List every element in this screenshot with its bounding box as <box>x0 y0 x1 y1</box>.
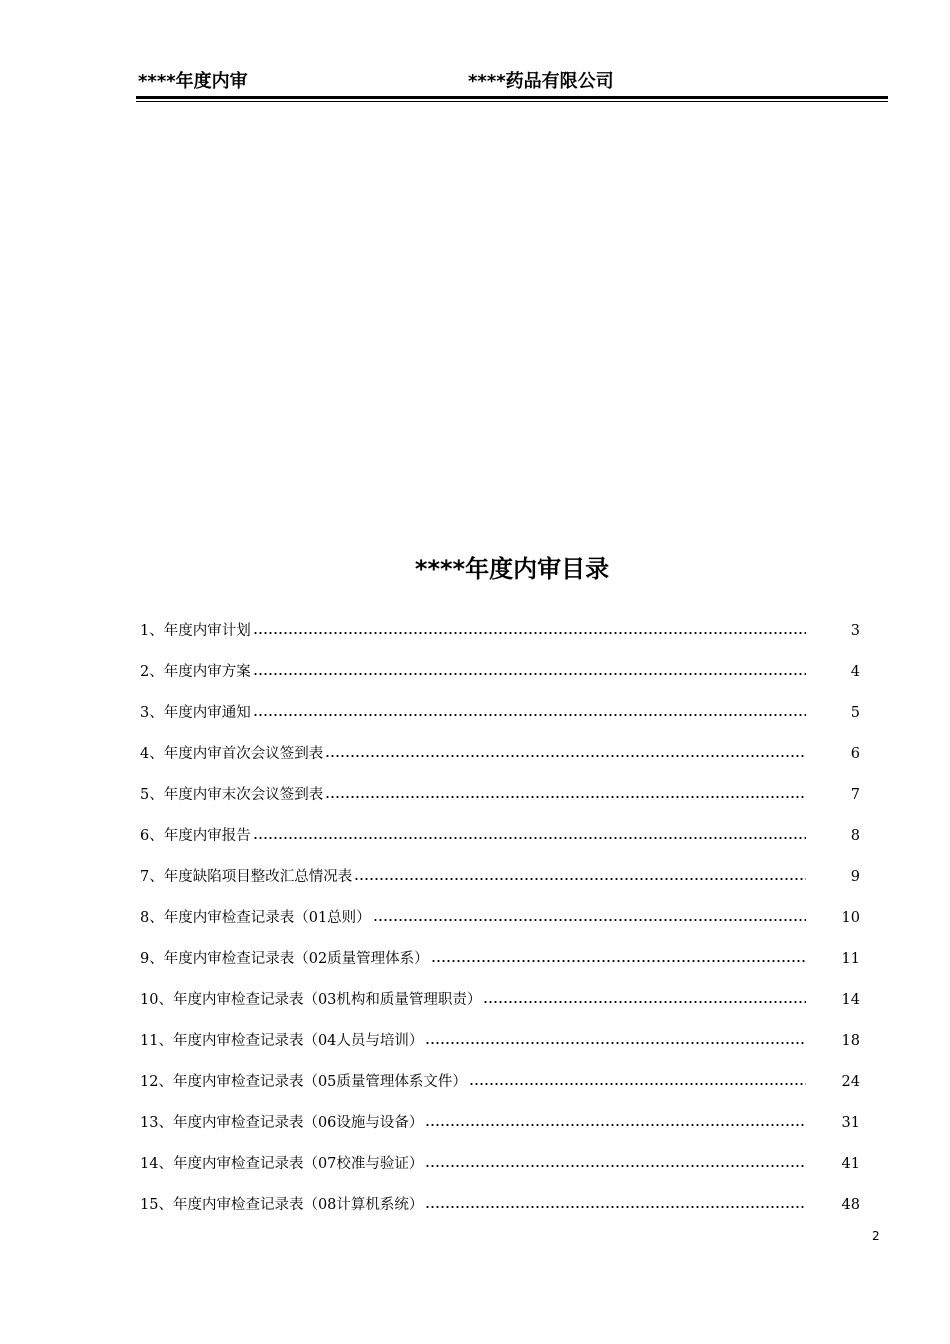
toc-entry[interactable] <box>140 651 860 692</box>
toc-dot-leader <box>354 878 806 880</box>
toc-entry-text: 10、年度内审检查记录表（03机构和质量管理职责） <box>140 991 482 1008</box>
toc-entry-text: 5、年度内审末次会议签到表 <box>140 786 324 803</box>
toc-dot-leader <box>483 1001 806 1003</box>
toc-dot-leader <box>425 1124 806 1126</box>
toc-dot-leader <box>325 796 806 798</box>
header-company-name: ****药品有限公司 <box>468 71 614 92</box>
toc-dot-leader <box>469 1083 806 1085</box>
toc-entry-text: 12、年度内审检查记录表（05质量管理体系文件） <box>140 1073 467 1090</box>
toc-entry[interactable] <box>140 1143 860 1184</box>
toc-entry-page: 31 <box>841 1114 860 1131</box>
toc-entry-page: 10 <box>841 909 860 926</box>
toc-list <box>140 610 860 1225</box>
toc-entry[interactable] <box>140 1020 860 1061</box>
toc-entry[interactable] <box>140 610 860 651</box>
page-header <box>136 70 888 94</box>
toc-entry-text: 15、年度内审检查记录表（08计算机系统） <box>140 1196 424 1213</box>
toc-entry-text: 1、年度内审计划 <box>140 622 251 639</box>
toc-entry[interactable] <box>140 733 860 774</box>
toc-dot-leader <box>325 755 806 757</box>
toc-entry-page: 6 <box>850 745 860 762</box>
toc-dot-leader <box>253 714 806 716</box>
header-rule-thin <box>136 101 888 102</box>
header-left-title: ****年度内审 <box>138 71 248 92</box>
toc-entry[interactable] <box>140 692 860 733</box>
toc-entry-text: 7、年度缺陷项目整改汇总情况表 <box>140 868 353 885</box>
toc-entry-page: 4 <box>850 663 860 680</box>
toc-dot-leader <box>253 673 806 675</box>
toc-entry[interactable] <box>140 1102 860 1143</box>
toc-entry[interactable] <box>140 938 860 979</box>
toc-dot-leader <box>431 960 806 962</box>
toc-dot-leader <box>425 1042 806 1044</box>
page-number: 2 <box>872 1229 880 1243</box>
toc-entry-text: 4、年度内审首次会议签到表 <box>140 745 324 762</box>
toc-entry-page: 24 <box>841 1073 860 1090</box>
toc-dot-leader <box>253 837 806 839</box>
toc-dot-leader <box>373 919 806 921</box>
toc-entry[interactable] <box>140 1184 860 1225</box>
toc-entry-text: 14、年度内审检查记录表（07校准与验证） <box>140 1155 424 1172</box>
toc-entry-page: 18 <box>841 1032 860 1049</box>
toc-entry-page: 5 <box>850 704 860 721</box>
toc-entry-page: 3 <box>850 622 860 639</box>
toc-entry-text: 6、年度内审报告 <box>140 827 251 844</box>
toc-entry[interactable] <box>140 774 860 815</box>
toc-entry-page: 7 <box>850 786 860 803</box>
toc-entry-text: 2、年度内审方案 <box>140 663 251 680</box>
toc-dot-leader <box>253 632 806 634</box>
toc-entry-page: 48 <box>841 1196 860 1213</box>
toc-entry[interactable] <box>140 815 860 856</box>
toc-entry-text: 11、年度内审检查记录表（04人员与培训） <box>140 1032 424 1049</box>
toc-entry-page: 41 <box>841 1155 860 1172</box>
toc-entry[interactable] <box>140 979 860 1020</box>
toc-dot-leader <box>425 1165 806 1167</box>
toc-dot-leader <box>425 1206 806 1208</box>
toc-entry-text: 9、年度内审检查记录表（02质量管理体系） <box>140 950 429 967</box>
header-rule-thick <box>136 96 888 99</box>
toc-entry-page: 8 <box>850 827 860 844</box>
toc-entry-text: 3、年度内审通知 <box>140 704 251 721</box>
toc-entry[interactable] <box>140 856 860 897</box>
toc-entry-page: 14 <box>841 991 860 1008</box>
toc-entry[interactable] <box>140 1061 860 1102</box>
toc-entry-text: 8、年度内审检查记录表（01总则） <box>140 909 371 926</box>
toc-entry-page: 9 <box>850 868 860 885</box>
toc-title: ****年度内审目录 <box>414 555 610 583</box>
toc-entry-text: 13、年度内审检查记录表（06设施与设备） <box>140 1114 424 1131</box>
toc-entry[interactable] <box>140 897 860 938</box>
toc-entry-page: 11 <box>841 950 860 967</box>
